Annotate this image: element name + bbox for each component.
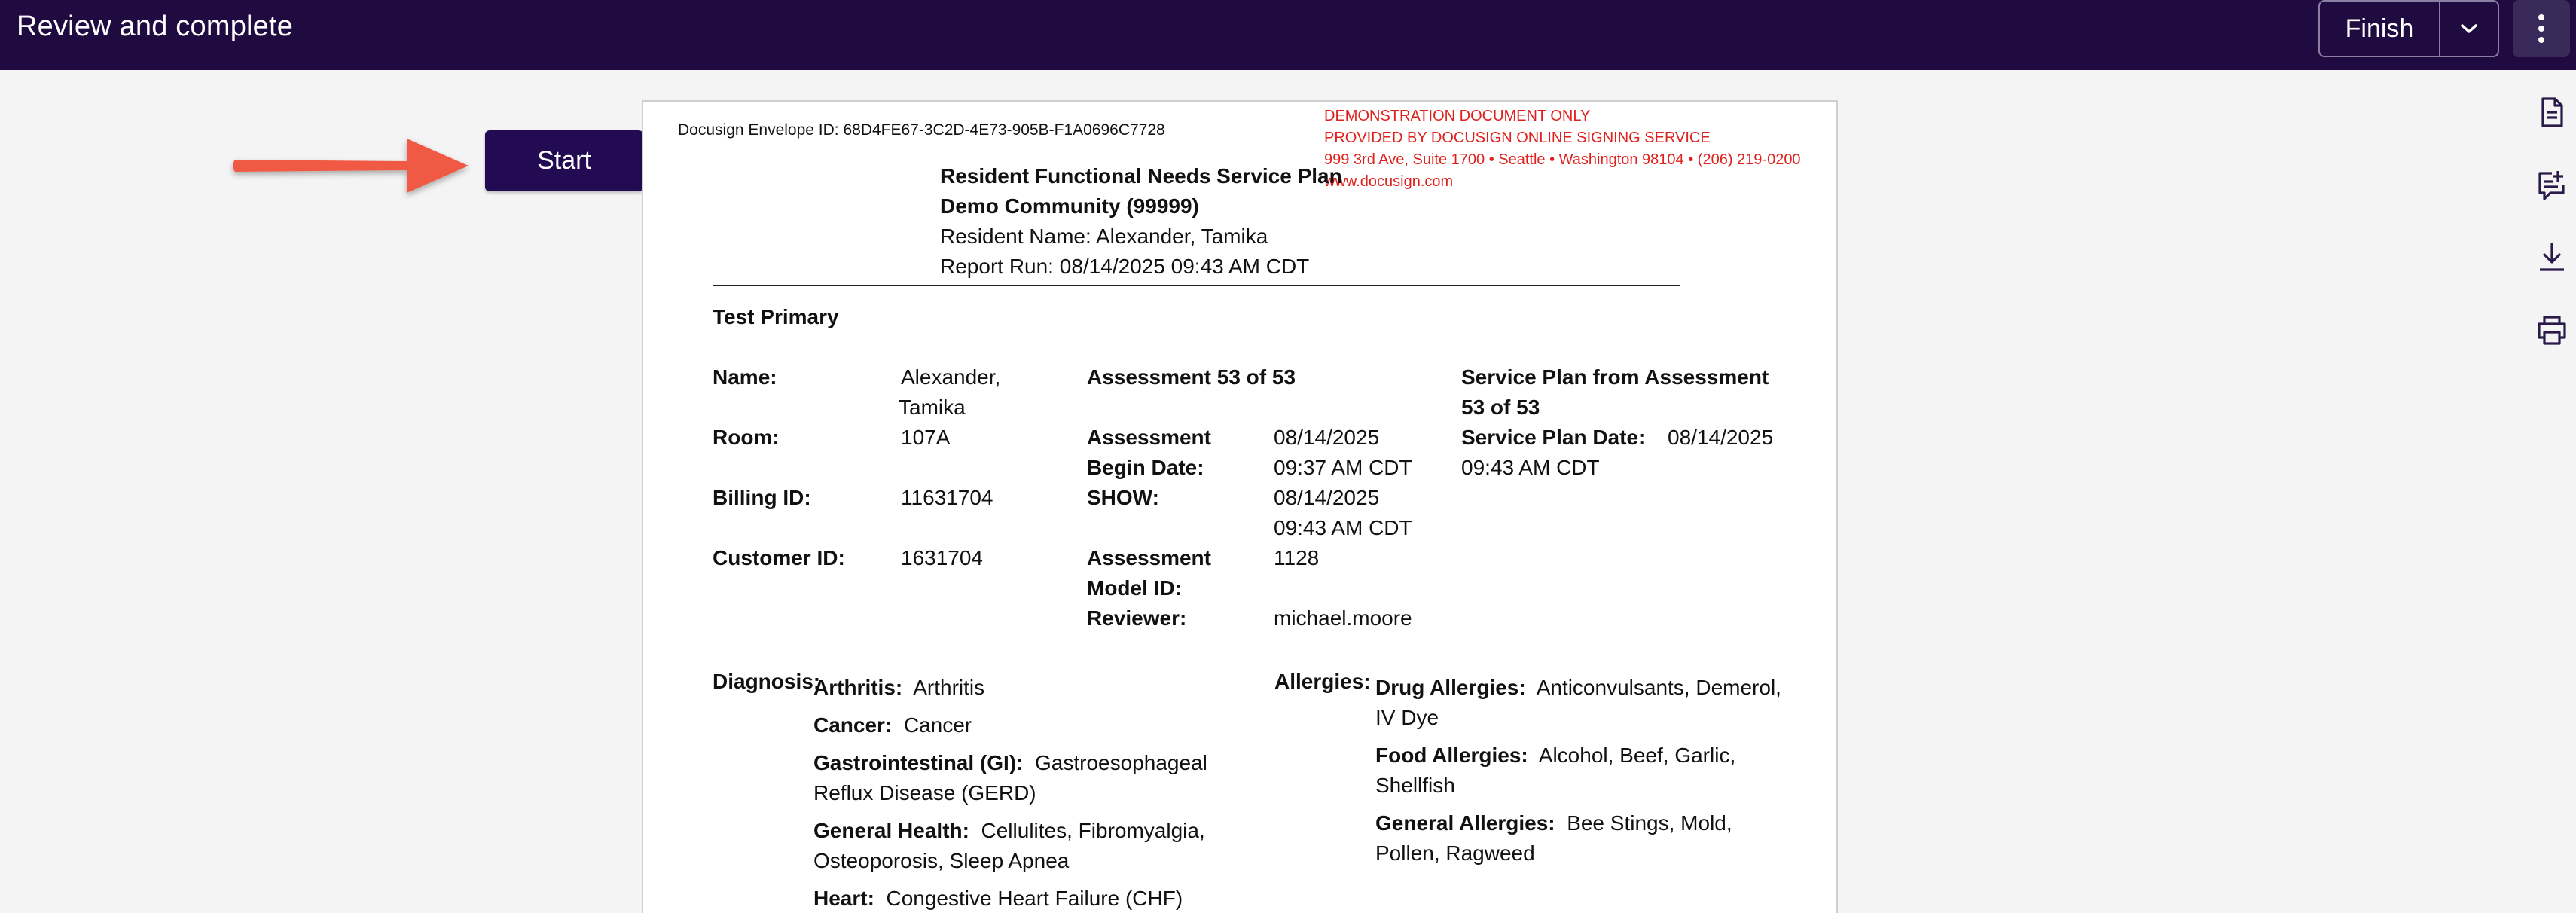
billing-value: 11631704 (901, 486, 993, 509)
envelope-id: Docusign Envelope ID: 68D4FE67-3C2D-4E73-905B-F1A0696C7728 (678, 121, 1165, 139)
pointer-arrow-icon (226, 128, 475, 203)
name-value: Alexander, (901, 365, 1001, 389)
diagnosis-item: Gastrointestinal (GI): Gastroesophageal (813, 751, 1207, 774)
top-bar (0, 0, 2576, 70)
assessment-begin-date: 08/14/2025 (1274, 426, 1380, 449)
finish-button-group (2318, 0, 2499, 57)
diagnosis-item: General Health: Cellulites, Fibromyalgia, (813, 819, 1205, 842)
room-label: Room: (713, 426, 780, 449)
diagnosis-item: Cancer: Cancer (813, 713, 972, 737)
plan-title: Resident Functional Needs Service Plan (940, 164, 1342, 188)
assessment-begin-label-cont: Begin Date: (1087, 456, 1204, 479)
customer-label: Customer ID: (713, 546, 845, 569)
name-value-cont: Tamika (899, 395, 966, 419)
print-icon[interactable] (2535, 313, 2568, 347)
room-value: 107A (901, 426, 951, 449)
model-id-label-cont: Model ID: (1087, 576, 1182, 600)
allergy-item: General Allergies: Bee Stings, Mold, (1375, 811, 1732, 835)
reviewer-label: Reviewer: (1087, 606, 1187, 630)
model-id-value: 1128 (1274, 546, 1320, 569)
allergy-item: Drug Allergies: Anticonvulsants, Demerol, (1375, 676, 1781, 699)
model-id-label: Assessment (1087, 546, 1211, 569)
customer-value: 1631704 (901, 546, 984, 569)
finish-options-button[interactable] (2440, 2, 2498, 56)
diagnosis-item-cont: Reflux Disease (GERD) (813, 781, 1036, 805)
report-run: Report Run: 08/14/2025 09:43 AM CDT (940, 255, 1310, 278)
more-options-button[interactable] (2513, 0, 2570, 57)
resident-name: Resident Name: Alexander, Tamika (940, 224, 1268, 248)
divider (713, 285, 1680, 286)
name-label: Name: (713, 365, 777, 389)
show-time: 09:43 AM CDT (1274, 516, 1412, 539)
assessment-begin-time: 09:37 AM CDT (1274, 456, 1412, 479)
download-icon[interactable] (2535, 241, 2568, 274)
allergy-item-cont: Pollen, Ragweed (1375, 841, 1535, 865)
allergies-label: Allergies: (1274, 670, 1371, 693)
page-title: Review and complete (17, 11, 294, 42)
billing-label: Billing ID: (713, 486, 811, 509)
show-date: 08/14/2025 (1274, 486, 1380, 509)
section-title: Test Primary (713, 305, 839, 328)
comment-add-icon[interactable] (2535, 169, 2568, 202)
service-plan-heading-cont: 53 of 53 (1461, 395, 1540, 419)
service-plan-heading: Service Plan from Assessment (1461, 365, 1769, 389)
allergy-item: Food Allergies: Alcohol, Beef, Garlic, (1375, 744, 1736, 767)
allergy-item-cont: IV Dye (1375, 706, 1439, 729)
service-plan-date-label: Service Plan Date: (1461, 426, 1646, 449)
document-page (642, 100, 1838, 913)
demo-watermark: DEMONSTRATION DOCUMENT ONLY PROVIDED BY DOCUSIGN ONLINE SIGNING SERVICE 999 3rd Ave, Suite 1700 • Seattle • Washington 98104 • (206) 219-0200 www.docusign.com (1324, 108, 1801, 190)
service-plan-time: 09:43 AM CDT (1461, 456, 1600, 479)
chevron-down-icon (2460, 23, 2478, 35)
finish-button[interactable]: Finish (2320, 2, 2440, 56)
service-plan-date: 08/14/2025 (1668, 426, 1774, 449)
document-icon[interactable] (2535, 96, 2568, 129)
assessment-heading: Assessment 53 of 53 (1087, 365, 1296, 389)
diagnosis-label: Diagnosis: (713, 670, 821, 693)
diagnosis-item-cont: Osteoporosis, Sleep Apnea (813, 849, 1070, 872)
assessment-begin-label: Assessment (1087, 426, 1211, 449)
allergy-item-cont: Shellfish (1375, 774, 1455, 797)
community-name: Demo Community (99999) (940, 194, 1199, 218)
more-vertical-icon (2538, 14, 2544, 20)
start-button[interactable]: Start (485, 130, 643, 191)
show-label: SHOW: (1087, 486, 1159, 509)
reviewer-value: michael.moore (1274, 606, 1412, 630)
diagnosis-item: Heart: Congestive Heart Failure (CHF) (813, 887, 1183, 910)
diagnosis-item: Arthritis: Arthritis (813, 676, 985, 699)
